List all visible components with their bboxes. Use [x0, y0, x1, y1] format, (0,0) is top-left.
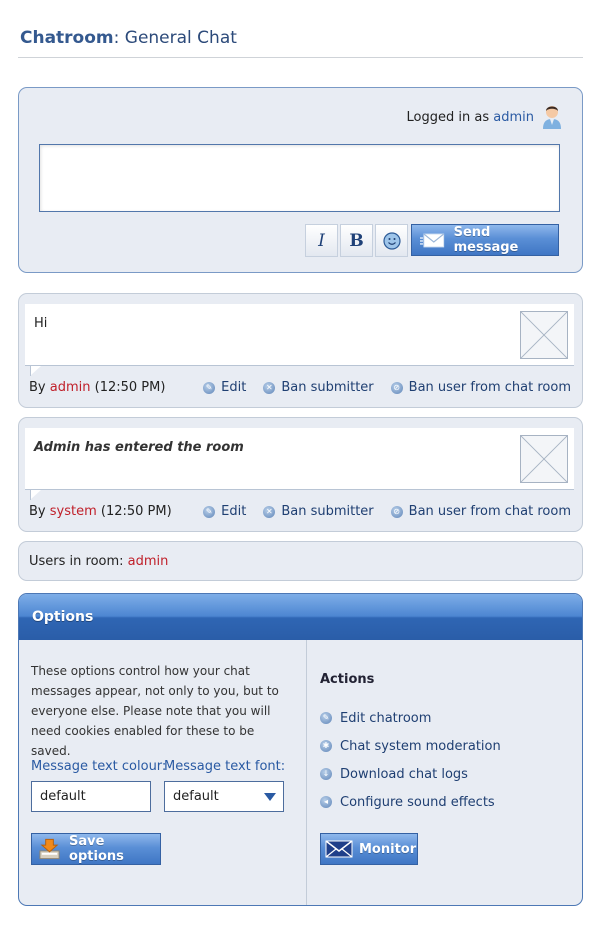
message-meta: [29, 504, 172, 519]
ban-submitter-link[interactable]: [263, 504, 373, 519]
message-text: Hi: [34, 316, 48, 331]
message-text: Admin has entered the room: [34, 440, 244, 455]
text-font-label: Message text font:: [164, 759, 286, 774]
text-colour-label: Message text colour:: [31, 759, 167, 774]
message-time: (12:50 PM): [90, 380, 166, 395]
download-logs-label: Download chat logs: [340, 766, 468, 782]
chat-message: [18, 293, 583, 408]
message-author-link[interactable]: admin: [49, 380, 91, 395]
envelope-icon: [420, 232, 446, 248]
cross-circle-icon: ✕: [263, 382, 275, 394]
edit-icon: ✎: [320, 712, 332, 724]
text-colour-input[interactable]: [31, 781, 151, 812]
chevron-down-icon: [264, 793, 276, 801]
edit-label: Edit: [221, 380, 247, 395]
avatar-placeholder-icon: [520, 435, 568, 483]
gear-icon: ✱: [320, 740, 332, 752]
avatar-placeholder-icon: [520, 311, 568, 359]
options-panel: [18, 593, 583, 906]
ban-submitter-label: Ban submitter: [281, 504, 374, 519]
title-divider: [18, 57, 583, 58]
bold-button[interactable]: B: [340, 224, 373, 257]
bubble-tail-edge: [30, 490, 31, 500]
users-in-room-label: Users in room:: [29, 554, 128, 569]
message-by-prefix: By: [29, 504, 50, 519]
message-by-prefix: By: [29, 380, 50, 395]
post-message-panel: [18, 87, 583, 273]
bubble-tail: [31, 366, 41, 375]
logged-in-status: [407, 110, 534, 125]
bubble-tail-edge: [30, 366, 31, 376]
monitor-button[interactable]: [320, 833, 418, 865]
message-bubble: [25, 304, 574, 366]
message-actions: [203, 380, 571, 395]
chat-message: [18, 417, 583, 532]
send-message-button[interactable]: [411, 224, 559, 256]
sound-effects-label: Configure sound effects: [340, 794, 495, 810]
message-actions: [203, 504, 571, 519]
save-download-icon: [38, 837, 61, 861]
send-message-label: Send message: [453, 225, 519, 255]
download-icon: ↓: [320, 768, 332, 780]
ban-submitter-label: Ban submitter: [281, 380, 374, 395]
room-user-link[interactable]: admin: [127, 554, 169, 569]
ban-icon: ⊘: [391, 506, 403, 518]
edit-message-link[interactable]: [203, 380, 246, 395]
text-font-value: default: [173, 789, 219, 804]
monitor-label: Monitor: [359, 841, 417, 857]
options-header: Options: [19, 594, 582, 640]
logged-in-prefix: Logged in as: [406, 110, 494, 125]
chat-moderation-label: Chat system moderation: [340, 738, 501, 754]
page-title-room: : General Chat: [113, 28, 237, 48]
italic-button[interactable]: I: [305, 224, 338, 257]
actions-list: [320, 704, 501, 816]
ban-user-label: Ban user from chat room: [408, 380, 571, 395]
download-logs-link[interactable]: [320, 760, 501, 788]
message-author-link[interactable]: system: [49, 504, 97, 519]
sound-effects-link[interactable]: [320, 788, 501, 816]
user-avatar-icon: [540, 102, 564, 130]
page-title: [20, 28, 237, 48]
smiley-icon: [383, 232, 401, 250]
bubble-tail: [31, 490, 41, 499]
chat-moderation-link[interactable]: [320, 732, 501, 760]
edit-chatroom-label: Edit chatroom: [340, 710, 432, 726]
emoticon-button[interactable]: [375, 224, 408, 257]
ban-user-link[interactable]: [391, 504, 571, 519]
save-options-button[interactable]: [31, 833, 161, 865]
envelope-icon: [325, 839, 353, 859]
text-font-select[interactable]: [164, 781, 284, 812]
options-description: These options control how your chat messages appear, not only to you, but to everyone else. Please note that you will need cookies enabled for these to be saved.: [31, 664, 279, 758]
message-input[interactable]: [39, 144, 560, 212]
users-in-room-panel: [18, 541, 583, 581]
message-meta: [29, 380, 165, 395]
edit-icon: ✎: [203, 506, 215, 518]
actions-heading: Actions: [320, 672, 375, 687]
ban-user-label: Ban user from chat room: [408, 504, 571, 519]
message-time: (12:50 PM): [96, 504, 172, 519]
edit-label: Edit: [221, 504, 247, 519]
ban-user-link[interactable]: [391, 380, 571, 395]
edit-message-link[interactable]: [203, 504, 246, 519]
options-divider: [306, 640, 307, 906]
cross-circle-icon: ✕: [263, 506, 275, 518]
save-options-label: Save options: [69, 834, 124, 864]
edit-icon: ✎: [203, 382, 215, 394]
edit-chatroom-link[interactable]: [320, 704, 501, 732]
users-in-room: [29, 554, 168, 569]
ban-icon: ⊘: [391, 382, 403, 394]
ban-submitter-link[interactable]: [263, 380, 373, 395]
logged-in-username-link[interactable]: admin: [493, 110, 534, 125]
sound-icon: ◂: [320, 796, 332, 808]
page-title-strong: Chatroom: [20, 28, 114, 48]
message-bubble: [25, 428, 574, 490]
